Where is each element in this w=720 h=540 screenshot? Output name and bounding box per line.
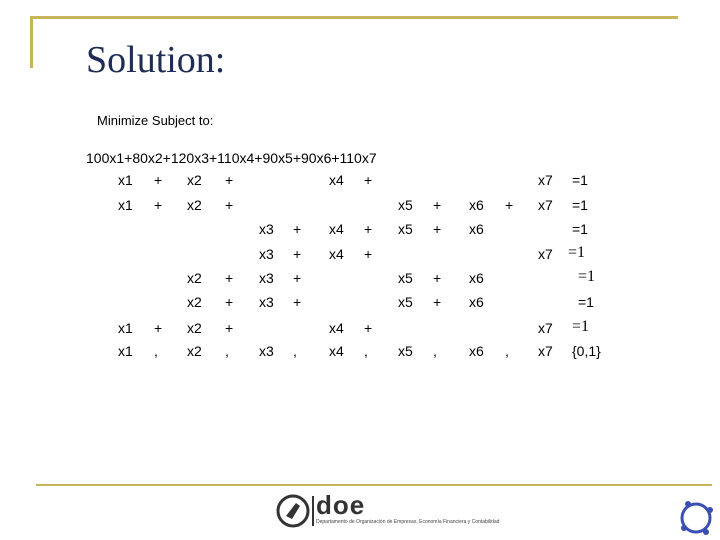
constraint-op3: +	[293, 246, 302, 262]
constraint-x4: x4	[329, 221, 344, 237]
constraint-rhs: =1	[578, 294, 594, 310]
constraint-x3: x3	[259, 270, 274, 286]
frame-top-line	[30, 16, 678, 19]
department-logo	[276, 490, 526, 530]
logo-emblem-icon	[276, 494, 310, 528]
constraint-x2: x2	[187, 320, 202, 336]
constraint-op4: +	[364, 246, 373, 262]
constraint-x6: x6	[469, 197, 484, 213]
slide-subtitle: Minimize Subject to:	[97, 113, 214, 128]
constraint-x2: x2	[187, 197, 202, 213]
slide-title: Solution:	[86, 39, 226, 81]
constraint-x7: x7	[538, 197, 553, 213]
constraint-op3: ,	[293, 343, 297, 359]
constraint-op6: ,	[505, 343, 509, 359]
frame-bottom-line	[36, 484, 712, 486]
frame-left-line	[30, 16, 33, 68]
constraint-op5: +	[433, 221, 442, 237]
constraint-rhs: =1	[572, 197, 588, 213]
constraint-op4: ,	[364, 343, 368, 359]
constraint-x7: x7	[538, 246, 553, 262]
constraint-x6: x6	[469, 270, 484, 286]
constraint-rhs: {0,1}	[572, 343, 601, 359]
constraint-op2: +	[225, 172, 234, 188]
logo-subtext: Departamento de Organización de Empresas, Economía Financiera y Contabilidad	[316, 519, 500, 525]
constraint-x7: x7	[538, 172, 553, 188]
constraint-x5: x5	[398, 221, 413, 237]
constraint-x6: x6	[469, 221, 484, 237]
logo-text: doe	[316, 490, 366, 520]
constraint-x1: x1	[118, 197, 133, 213]
constraint-x4: x4	[329, 320, 344, 336]
constraint-rhs: =1	[568, 244, 586, 261]
constraint-x2: x2	[187, 294, 202, 310]
constraint-op1: +	[154, 320, 163, 336]
constraint-x2: x2	[187, 270, 202, 286]
constraint-op4: +	[364, 320, 373, 336]
constraint-op2: +	[225, 320, 234, 336]
constraint-op3: +	[293, 270, 302, 286]
constraint-x5: x5	[398, 343, 413, 359]
constraint-x7: x7	[538, 343, 553, 359]
constraint-rhs: =1	[572, 318, 590, 335]
corner-graph-icon	[676, 498, 716, 538]
constraint-x4: x4	[329, 343, 344, 359]
constraint-op2: +	[225, 270, 234, 286]
constraint-x3: x3	[259, 221, 274, 237]
constraint-x5: x5	[398, 294, 413, 310]
constraint-x1: x1	[118, 320, 133, 336]
constraint-x2: x2	[187, 172, 202, 188]
constraint-x4: x4	[329, 172, 344, 188]
constraint-op2: ,	[225, 343, 229, 359]
constraint-op6: +	[505, 197, 514, 213]
constraint-x3: x3	[259, 246, 274, 262]
objective-function: 100x1+80x2+120x3+110x4+90x5+90x6+110x7	[86, 150, 377, 166]
constraint-op1: +	[154, 197, 163, 213]
constraint-op3: +	[293, 221, 302, 237]
logo-divider	[312, 496, 314, 526]
constraint-op2: +	[225, 294, 234, 310]
constraint-op4: +	[364, 172, 373, 188]
constraint-rhs: =1	[572, 172, 588, 188]
constraint-x1: x1	[118, 172, 133, 188]
constraint-rhs: =1	[572, 221, 588, 237]
constraint-x7: x7	[538, 320, 553, 336]
constraint-x3: x3	[259, 343, 274, 359]
constraint-op4: +	[364, 221, 373, 237]
constraint-x2: x2	[187, 343, 202, 359]
constraint-x6: x6	[469, 294, 484, 310]
constraint-op5: +	[433, 270, 442, 286]
constraint-op3: +	[293, 294, 302, 310]
constraint-rhs: =1	[578, 268, 596, 285]
constraint-x4: x4	[329, 246, 344, 262]
constraint-op5: ,	[433, 343, 437, 359]
constraint-op1: ,	[154, 343, 158, 359]
constraint-x5: x5	[398, 197, 413, 213]
constraint-x5: x5	[398, 270, 413, 286]
constraint-op2: +	[225, 197, 234, 213]
constraint-x1: x1	[118, 343, 133, 359]
constraint-op1: +	[154, 172, 163, 188]
constraint-op5: +	[433, 197, 442, 213]
constraint-x3: x3	[259, 294, 274, 310]
constraint-x6: x6	[469, 343, 484, 359]
constraint-op5: +	[433, 294, 442, 310]
